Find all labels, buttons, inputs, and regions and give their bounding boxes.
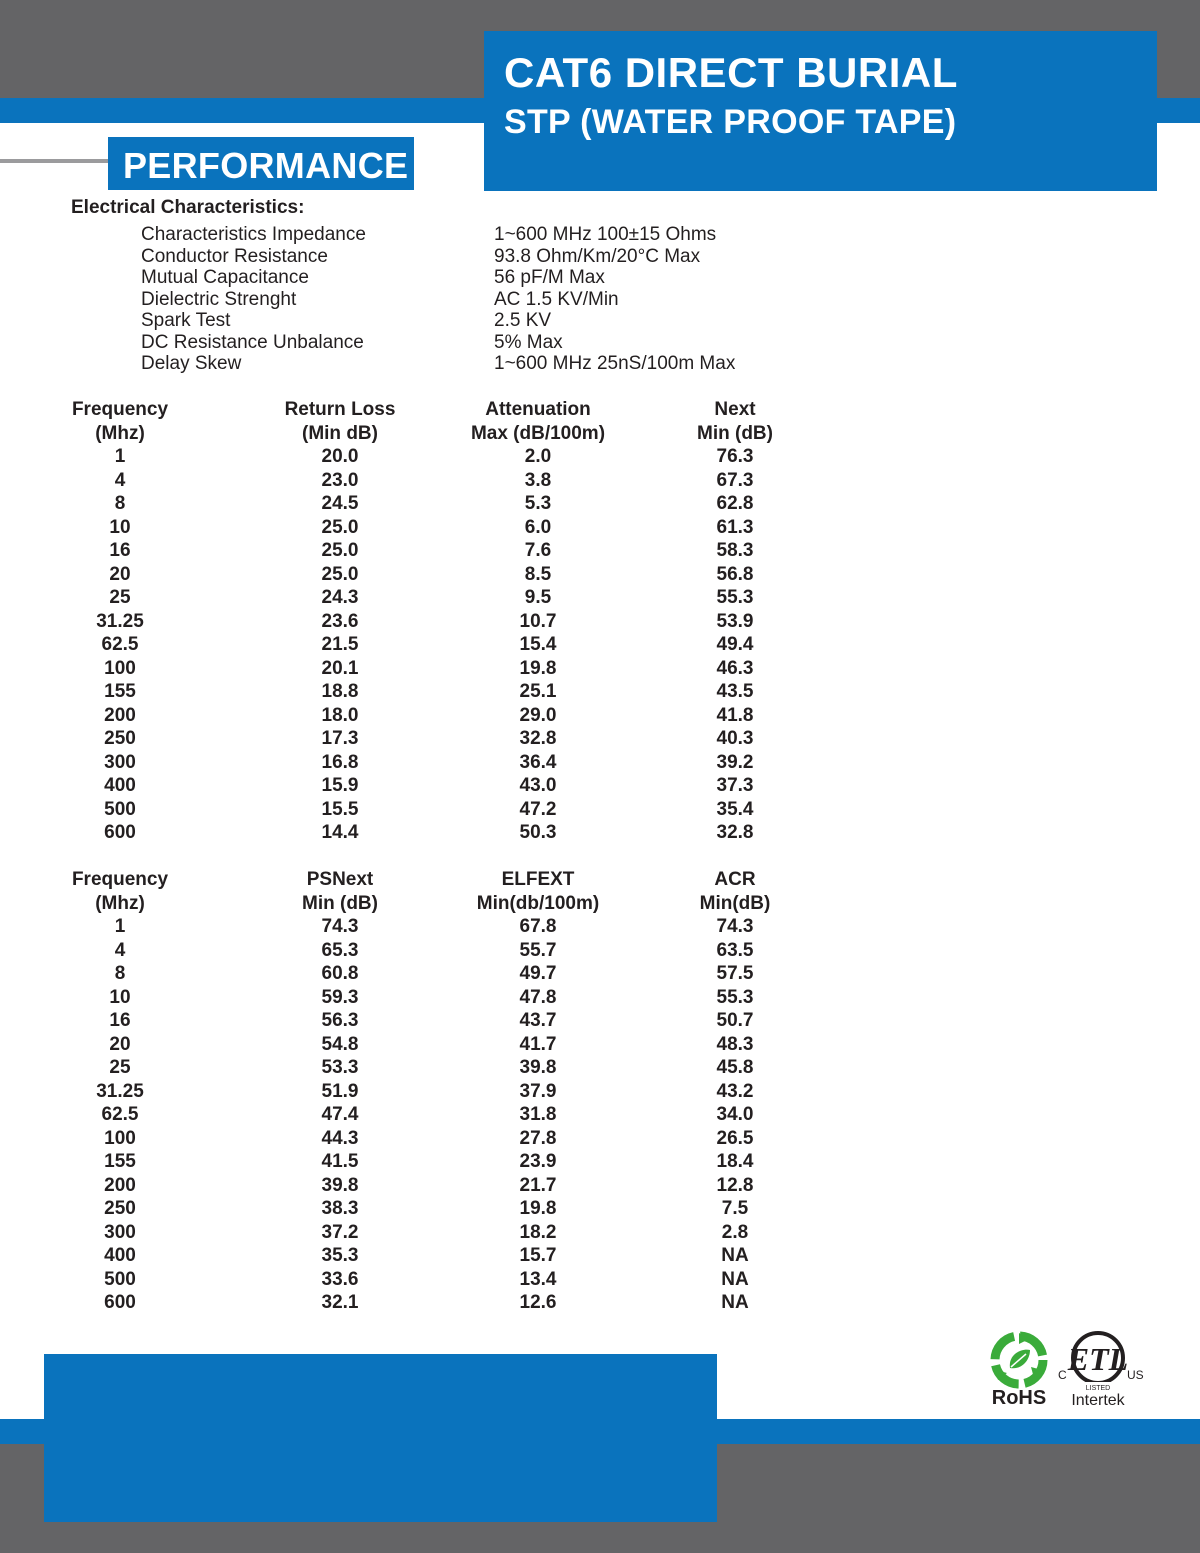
table-cell: 26.5: [716, 1127, 754, 1149]
spec-row: [141, 246, 841, 268]
table-cell: 65.3: [321, 939, 359, 961]
spec-label: Dielectric Strenght: [141, 288, 297, 310]
intertek-label: Intertek: [1071, 1392, 1125, 1409]
table-cell: 23.6: [321, 610, 359, 632]
table-cell: 76.3: [716, 446, 754, 467]
spec-row: [141, 224, 841, 246]
spec-value: AC 1.5 KV/Min: [494, 288, 619, 310]
etl-us-mark: US: [1127, 1368, 1144, 1382]
table-cell: 14.4: [321, 822, 359, 843]
table-cell: 3.8: [524, 469, 552, 491]
table-cell: 56.8: [716, 563, 754, 585]
table-cell: 300: [104, 751, 136, 773]
table-cell: 155: [104, 1151, 136, 1172]
table-cell: 7.6: [524, 540, 552, 561]
table-cell: 23.0: [321, 469, 359, 491]
table-cell: 47.4: [321, 1104, 359, 1125]
column-header: Attenuation: [485, 399, 591, 420]
table-cell: 155: [104, 681, 136, 702]
table-cell: 15.9: [321, 775, 359, 796]
table-cell: 67.3: [716, 469, 754, 491]
table-cell: 100: [104, 657, 136, 679]
column-header: Min (dB): [302, 892, 378, 914]
table-cell: 43.0: [519, 775, 557, 796]
table-cell: 63.5: [716, 939, 754, 961]
table-cell: 49.7: [519, 963, 557, 984]
table-cell: 8: [114, 963, 126, 984]
table-cell: 250: [104, 1198, 136, 1219]
column-header: (Mhz): [95, 892, 145, 914]
table-cell: 1: [114, 446, 126, 467]
column-header: Return Loss: [284, 399, 396, 420]
table-cell: 47.8: [519, 986, 557, 1008]
table-cell: NA: [721, 1268, 749, 1290]
table-cell: 18.4: [716, 1151, 754, 1172]
table-cell: 18.8: [321, 681, 359, 702]
table-cell: 67.8: [519, 916, 557, 937]
table-cell: 29.0: [519, 704, 557, 726]
table-cell: 7.5: [721, 1198, 749, 1219]
table-cell: 10: [109, 986, 131, 1008]
table-cell: NA: [721, 1245, 749, 1266]
table-cell: 48.3: [716, 1033, 754, 1055]
table-cell: 38.3: [321, 1198, 359, 1219]
table-cell: 25.0: [321, 540, 359, 561]
spec-value: 56 pF/M Max: [494, 267, 605, 288]
table-cell: 4: [114, 939, 126, 961]
table-cell: 55.7: [519, 939, 557, 961]
table-cell: 15.4: [519, 634, 557, 655]
table-cell: 35.4: [716, 798, 754, 820]
electrical-heading: Electrical Characteristics:: [71, 197, 305, 218]
column-header: Frequency: [71, 869, 169, 890]
table-cell: 500: [104, 798, 136, 820]
etl-logo: [1058, 1330, 1148, 1412]
table-cell: 20: [109, 1033, 131, 1055]
title-box: [484, 31, 1157, 191]
table-cell: NA: [721, 1292, 749, 1313]
table-cell: 16: [109, 540, 131, 561]
table-cell: 62.8: [716, 493, 754, 514]
table-cell: 23.9: [519, 1151, 557, 1172]
spec-label: Mutual Capacitance: [141, 267, 309, 288]
table-cell: 55.3: [716, 986, 754, 1008]
table-cell: 43.2: [716, 1080, 754, 1102]
table-cell: 56.3: [321, 1010, 359, 1031]
column-header: ACR: [714, 869, 756, 890]
table-cell: 31.25: [96, 610, 144, 632]
table-cell: 55.3: [716, 587, 754, 608]
table-cell: 2.8: [721, 1221, 749, 1243]
table-cell: 39.8: [321, 1174, 359, 1196]
column-header: PSNext: [306, 869, 374, 890]
table-cell: 62.5: [101, 1104, 139, 1125]
table-cell: 62.5: [101, 634, 139, 655]
table-cell: 600: [104, 1292, 136, 1313]
spec-label: Delay Skew: [141, 353, 242, 374]
table-cell: 41.8: [716, 704, 754, 726]
spec-row: [141, 310, 841, 332]
svg-text:ETL: ETL: [1067, 1341, 1129, 1377]
table-cell: 25.0: [321, 563, 359, 585]
column-header: Min(db/100m): [476, 892, 600, 914]
table-cell: 600: [104, 822, 136, 843]
etl-c-mark: C: [1058, 1368, 1067, 1382]
table-cell: 44.3: [321, 1127, 359, 1149]
table-cell: 43.5: [716, 681, 754, 702]
table-cell: 39.2: [716, 751, 754, 773]
table-cell: 17.3: [321, 728, 359, 749]
table-cell: 200: [104, 1174, 136, 1196]
table-cell: 15.7: [519, 1245, 557, 1266]
spec-row: [141, 289, 841, 311]
table-cell: 8: [114, 493, 126, 514]
spec-label: Characteristics Impedance: [141, 224, 366, 245]
table-cell: 18.0: [321, 704, 359, 726]
table-cell: 32.1: [321, 1292, 359, 1313]
column-header: (Mhz): [95, 422, 145, 444]
table-cell: 100: [104, 1127, 136, 1149]
table-cell: 12.8: [716, 1174, 754, 1196]
table-cell: 10: [109, 516, 131, 538]
table-cell: 9.5: [524, 587, 552, 608]
rohs-label: RoHS: [991, 1387, 1047, 1409]
column-header: Min (dB): [697, 422, 773, 444]
table-cell: 45.8: [716, 1057, 754, 1078]
column-header: ELFEXT: [501, 869, 575, 890]
table-cell: 74.3: [716, 916, 754, 937]
table-cell: 41.7: [519, 1033, 557, 1055]
table-cell: 20.0: [321, 446, 359, 467]
table-cell: 500: [104, 1268, 136, 1290]
table-cell: 16: [109, 1010, 131, 1031]
column-header: Frequency: [71, 399, 169, 420]
table-cell: 37.3: [716, 775, 754, 796]
table-cell: 20.1: [321, 657, 359, 679]
spec-value: 2.5 KV: [494, 310, 552, 331]
page-subtitle: STP (WATER PROOF TAPE): [504, 103, 957, 141]
table-cell: 51.9: [321, 1080, 359, 1102]
table-cell: 1: [114, 916, 126, 937]
table-cell: 25.1: [519, 681, 557, 702]
section-banner: [108, 137, 414, 190]
etl-listed-icon: [1058, 1330, 1138, 1392]
table-cell: 34.0: [716, 1104, 754, 1125]
spec-value: 1~600 MHz 25nS/100m Max: [494, 353, 736, 374]
table-cell: 27.8: [519, 1127, 557, 1149]
section-rule: [0, 159, 108, 163]
spec-row: [141, 353, 841, 375]
table-cell: 20: [109, 563, 131, 585]
table-cell: 50.7: [716, 1010, 754, 1031]
table-cell: 59.3: [321, 986, 359, 1008]
table-cell: 57.5: [716, 963, 754, 984]
table-cell: 16.8: [321, 751, 359, 773]
table-cell: 46.3: [716, 657, 754, 679]
table-cell: 31.8: [519, 1104, 557, 1125]
spec-label: Spark Test: [141, 310, 231, 331]
table-cell: 31.25: [96, 1080, 144, 1102]
table-cell: 47.2: [519, 798, 557, 820]
table-cell: 61.3: [716, 516, 754, 538]
spec-value: 5% Max: [494, 331, 563, 353]
table-cell: 18.2: [519, 1221, 557, 1243]
table-cell: 19.8: [519, 657, 557, 679]
table-cell: 24.3: [321, 587, 359, 608]
page-title: CAT6 DIRECT BURIAL: [504, 49, 958, 96]
table-cell: 60.8: [321, 963, 359, 984]
table-cell: 21.7: [519, 1174, 557, 1196]
table-cell: 24.5: [321, 493, 359, 514]
table-cell: 50.3: [519, 822, 557, 843]
table-cell: 25: [109, 1057, 131, 1078]
table-cell: 6.0: [524, 516, 552, 538]
table-cell: 13.4: [519, 1268, 557, 1290]
column-header: Next: [714, 399, 756, 420]
table-cell: 37.2: [321, 1221, 359, 1243]
table-cell: 10.7: [519, 610, 557, 632]
table-cell: 74.3: [321, 916, 359, 937]
rohs-recycle-leaf-icon: [984, 1330, 1054, 1390]
spec-label: Conductor Resistance: [141, 245, 328, 267]
table-cell: 5.3: [524, 493, 552, 514]
spec-value: 1~600 MHz 100±15 Ohms: [494, 224, 717, 245]
table-cell: 25.0: [321, 516, 359, 538]
table-cell: 21.5: [321, 634, 359, 655]
column-header: (Min dB): [302, 422, 378, 444]
table-cell: 37.9: [519, 1080, 557, 1102]
column-header: Max (dB/100m): [470, 422, 606, 444]
table-cell: 300: [104, 1221, 136, 1243]
table-cell: 19.8: [519, 1198, 557, 1219]
table-cell: 53.9: [716, 610, 754, 632]
rohs-logo: [984, 1330, 1054, 1412]
table-cell: 40.3: [716, 728, 754, 749]
table-cell: 15.5: [321, 798, 359, 820]
bottom-blue-box: [44, 1354, 717, 1522]
section-title: PERFORMANCE: [123, 145, 409, 186]
table-cell: 32.8: [519, 728, 557, 749]
table-cell: 12.6: [519, 1292, 557, 1313]
table-cell: 49.4: [716, 634, 754, 655]
table-cell: 58.3: [716, 540, 754, 561]
table-cell: 36.4: [519, 751, 557, 773]
table-cell: 4: [114, 469, 126, 491]
spec-label: DC Resistance Unbalance: [141, 331, 364, 353]
table-cell: 53.3: [321, 1057, 359, 1078]
spec-value: 93.8 Ohm/Km/20°C Max: [494, 245, 701, 267]
table-cell: 41.5: [321, 1151, 359, 1172]
table-cell: 400: [104, 1245, 136, 1266]
table-cell: 32.8: [716, 822, 754, 843]
table-cell: 400: [104, 775, 136, 796]
etl-listed-text: LISTED: [1085, 1385, 1111, 1392]
table-cell: 43.7: [519, 1010, 557, 1031]
spec-row: [141, 332, 841, 354]
table-cell: 2.0: [524, 446, 552, 467]
table-cell: 54.8: [321, 1033, 359, 1055]
table-cell: 8.5: [524, 563, 552, 585]
table-cell: 39.8: [519, 1057, 557, 1078]
table-cell: 35.3: [321, 1245, 359, 1266]
spec-row: [141, 267, 841, 289]
table-cell: 200: [104, 704, 136, 726]
table-cell: 33.6: [321, 1268, 359, 1290]
column-header: Min(dB): [699, 892, 771, 914]
table-cell: 25: [109, 587, 131, 608]
table-cell: 250: [104, 728, 136, 749]
